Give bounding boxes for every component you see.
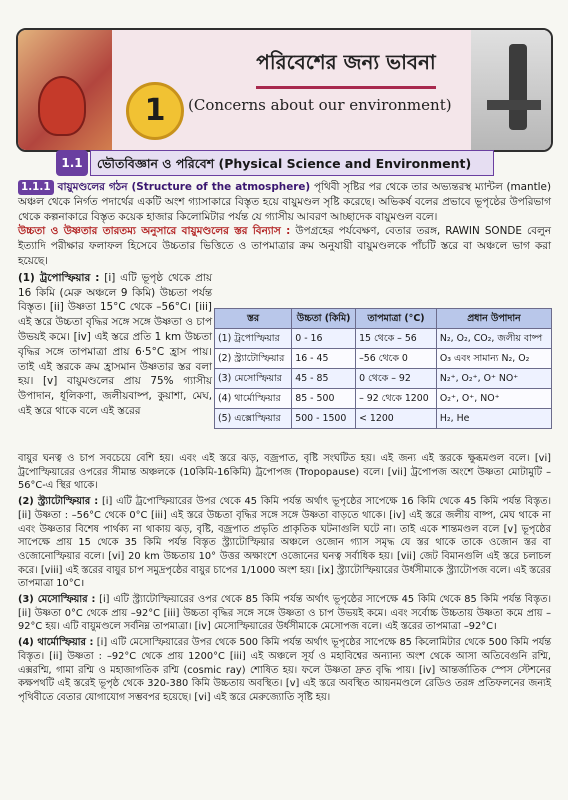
subsection-heading: [18, 181, 310, 193]
table-cell: 500 - 1500: [292, 409, 356, 429]
section-title: ভৌতবিজ্ঞান ও পরিবেশ (Physical Science and Environment): [90, 150, 494, 176]
table-row: [215, 409, 552, 429]
mesosphere-label: (3) মেসোস্ফিয়ার :: [18, 594, 96, 606]
layers-table: [214, 308, 552, 429]
chapter-banner: [16, 28, 553, 152]
table-cell: 85 - 500: [292, 389, 356, 409]
chapter-title: পরিবেশের জন্য ভাবনা: [256, 50, 436, 74]
stratosphere-text: [i] এটি ট্রপোস্ফিয়ারের উপর থেকে 45 কিমি পর্যন্ত অর্থাৎ ভূপৃষ্ঠের সাপেক্ষে 16 কিমি থেকে 45 কিমি পর্যন্ত বিস্তৃত। [ii] উষ্ণতা : –56°C থেকে 0°C [iii] এই স্তরে উচ্চতা বৃদ্ধির সঙ্গে সঙ্গে উষ্ণতা বাড়তে থাকে। [iv] এই স্তরে জলীয় বাষ্প, মেঘ থাকে না এবং উষ্ণতার বিশেষ পার্থক্য না থাকায় ঝড়, বৃষ্টি, বজ্রপাত প্রভৃতি প্রাকৃতিক ঘটনাগুলি ঘটে না। তাই একে শান্তমণ্ডল বলে [v] ভূপৃষ্ঠের সাপেক্ষে প্রায় 15 থেকে 35 কিমি পর্যন্ত বিস্তৃত স্ট্র্যাটোস্ফিয়ার অঞ্চলে ওজোন গ্যাস সমৃদ্ধ যে স্তর থাকে তাকে ওজোন স্তর বা ওজোনোস্ফিয়ার বলে। [vi] 20 km উচ্চতায় 10° উত্তর অক্ষাংশে ওজোনের ঘনত্ব সর্বাধিক হয়। [vii] জেট বিমানগুলি এই স্তরে চলাচল করে। [viii] এই স্তরের বায়ুর চাপ সমুদ্রপৃষ্ঠের বায়ুর চাপের 1/1000 অংশ হয়। [ix] স্ট্র্যাটোস্ফিয়ারের উর্ধসীমাকে স্ট্র্যাটোপজ বলে। এই স্তরের তাপমাত্রা 10°C।: [18, 496, 551, 590]
table-cell: 45 - 85: [292, 369, 356, 389]
table-cell: – 92 থেকে 1200: [356, 389, 437, 409]
subsection-number: 1.1.1: [18, 180, 54, 195]
stratosphere-label: (2) স্ট্র্যাটোস্ফিয়ার :: [18, 496, 99, 508]
troposphere-continuation: বায়ুর ঘনত্ব ও চাপ সবচেয়ে বেশি হয়। এবং এই স্তরে ঝড়, বজ্রপাত, বৃষ্টি সংঘটিত হয়। এই জন্য এই স্তরকে ক্ষুব্ধমণ্ডল বলে। [vi] ট্রপোস্ফিয়ারের ওপরের সীমান্ত অঞ্চলকে (10কিমি-16কিমি) ট্রপোপজ (Tropopause) বলে। [vii] ট্রপোপজ অংশে উষ্ণতা মোটামুটি –56°C-এ স্থির থাকে।: [18, 453, 551, 492]
table-header: তাপমাত্রা (°C): [356, 309, 437, 329]
troposphere-label: (1) ট্রপোস্ফিয়ার :: [18, 271, 100, 284]
page-body-lower: [18, 452, 551, 705]
table-cell: (4) থার্মোস্ফিয়ার: [215, 389, 292, 409]
table-cell: (5) এক্সোস্ফিয়ার: [215, 409, 292, 429]
microscope-illustration: [471, 30, 551, 150]
subsection-title: বায়ুমণ্ডলের গঠন (Structure of the atmosphere): [57, 181, 311, 193]
subsection-paragraph: [18, 180, 551, 224]
troposphere-text-a: [i] এটি ভূপৃষ্ঠ থেকে প্রায় 16 কিমি (মেরু অঞ্চলে 9 কিমি) উচ্চতা পর্যন্ত বিস্তৃত। [ii] উষ্ণতা 15°C থেকে –56°C। [iii] এই স্তরে উচ্চতা বৃদ্ধির সঙ্গে সঙ্গে উষ্ণতা ও চাপ উভয়ই কমে। [iv] এই স্তরে প্রতি 1 km উচ্চতা বৃদ্ধির সঙ্গে তাপমাত্রা প্রায় 6·5°C হ্রাস পায়। তাই এই স্তরকে ক্রম হ্রাসমান উষ্ণতার স্তর বলা হয়। [v] বায়ুমণ্ডলের প্রায় 75% গ্যাসীয় উপাদান, ধূলিকণা, জলীয়বাষ্প, কুয়াশা, মেঘ, এই স্তরে থাকে বলে এই স্তরের: [18, 271, 212, 417]
table-cell: (3) মেসোস্ফিয়ার: [215, 369, 292, 389]
flask-icon: [38, 76, 86, 136]
section-number: 1.1: [56, 150, 88, 176]
thermosphere-label: (4) থার্মোস্ফিয়ার :: [18, 637, 94, 649]
table-cell: 16 - 45: [292, 349, 356, 369]
table-cell: < 1200: [356, 409, 437, 429]
table-cell: N₂, O₂, CO₂, জলীয় বাষ্প: [436, 329, 551, 349]
table-cell: –56 থেকে 0: [356, 349, 437, 369]
subsection-intro: পৃথিবী সৃষ্টির পর থেকে তার অভ্যন্তরস্থ ম্যান্টল (mantle) অঞ্চল থেকে নির্গত পদার্থের একটি অংশ গ্যাসাকারে বিস্তৃত হয়ে বায়ুমণ্ডল সৃষ্টি করেছে। অভিকর্ষ বলের প্রভাবে ভূপৃষ্ঠের উপরিভাগ থেকে কল্পনাকারে বিস্তৃত কয়েক হাজার কিলোমিটার পর্যন্ত যে গ্যাসীয় আবরণ আচ্ছাদেক বায়ুমণ্ডল বলে।: [18, 181, 551, 223]
table-cell: (1) ট্রপোস্ফিয়ার: [215, 329, 292, 349]
table-header-row: [215, 309, 552, 329]
table-row: [215, 369, 552, 389]
layers-heading: উচ্চতা ও উষ্ণতার তারতম্য অনুসারে বায়ুমণ্ডলের স্তর বিন্যাস :: [18, 225, 291, 238]
section-heading: [56, 150, 496, 176]
chapter-number: 1: [126, 82, 184, 140]
table-cell: (2) স্ট্র্যাটোস্ফিয়ার: [215, 349, 292, 369]
laboratory-illustration: [18, 30, 112, 150]
table-cell: O₂⁺, O⁺, NO⁺: [436, 389, 551, 409]
layers-paragraph: [18, 224, 551, 268]
table-header: উচ্চতা (কিমি): [292, 309, 356, 329]
table-cell: 0 - 16: [292, 329, 356, 349]
table-row: [215, 329, 552, 349]
mesosphere-paragraph: [18, 593, 551, 634]
stratosphere-paragraph: [18, 495, 551, 591]
chapter-subtitle: (Concerns about our environment): [188, 96, 452, 114]
table-cell: 15 থেকে – 56: [356, 329, 437, 349]
microscope-stage-icon: [487, 100, 541, 110]
table-cell: H₂, He: [436, 409, 551, 429]
table-header: প্রধান উপাদান: [436, 309, 551, 329]
thermosphere-text: [i] এটি মেসোস্ফিয়ারের উপর থেকে 500 কিমি পর্যন্ত অর্থাৎ ভূপৃষ্ঠের সাপেক্ষে 85 কিলোমিটার থেকে 500 কিমি পর্যন্ত বিস্তৃত। [ii] উষ্ণতা : –92°C থেকে প্রায় 1200°C [iii] এই অঞ্চলে সূর্য ও মহাবিশ্বের অন্যান্য অংশ থেকে আসা অতিবেগুনি রশ্মি, এক্সরশ্মি, গামা রশ্মি ও মহাজাগতিক রশ্মি (cosmic ray) শোষিত হয়। ফলে উষ্ণতা দ্রুত বৃদ্ধি পায়। [iv] আন্তর্জাতিক স্পেস স্টেশনের কক্ষপথটি এই স্তরেই ভূপৃষ্ঠ থেকে 320-380 কিমি উচ্চতায় অবস্থিত। [v] এই স্তরে অবস্থিত আয়নমণ্ডলে রেডিও তরঙ্গ প্রতিফলনের জন্যই পৃথিবীতে বেতার যোগাযোগ সম্ভবপর হয়েছে। [vi] এই স্তরে মেরুজ্যোতি সৃষ্টি হয়।: [18, 637, 551, 703]
chapter-title-box: [256, 42, 436, 89]
table-cell: N₂⁺, O₂⁺, O⁺ NO⁺: [436, 369, 551, 389]
thermosphere-paragraph: [18, 636, 551, 705]
table-header: স্তর: [215, 309, 292, 329]
layers-intro: উপগ্রহের পর্যবেক্ষণ, বেতার তরঙ্গ, RAWIN SONDE বেলুন ইত্যাদি পরীক্ষার ফলাফল হিসেবে উচ্চতার ভিত্তিতে ও তাপমাত্রার ক্রম অনুযায়ী বায়ুমণ্ডলকে পাঁচটি স্তরে বা অঞ্চলে ভাগ করা হয়েছে।: [18, 225, 551, 267]
table-row: [215, 389, 552, 409]
table-cell: 0 থেকে – 92: [356, 369, 437, 389]
microscope-arm-icon: [509, 44, 527, 130]
table-cell: O₃ এবং সামান্য N₂, O₂: [436, 349, 551, 369]
table-row: [215, 349, 552, 369]
mesosphere-text: [i] এটি স্ট্র্যাটোস্ফিয়ারের ওপর থেকে 85 কিমি পর্যন্ত অর্থাৎ ভূপৃষ্ঠের সাপেক্ষে 45 কিমি থেকে 85 কিমি পর্যন্ত বিস্তৃত। [ii] উষ্ণতা 0°C থেকে প্রায় –92°C [iii] উচ্চতা বৃদ্ধির সঙ্গে সঙ্গে উষ্ণতা ও চাপ উভয়ই কমে। এবং সর্বোচ্চ উচ্চতায় উষ্ণতা কমে প্রায় –92°C হয়। এটি বায়ুমণ্ডলে সর্বনিম্ন তাপমাত্রা। [iv] মেসোস্ফিয়ারের উর্ধসীমাকে মেসোপজ বলে। এই স্তরের তাপমাত্রা –92°C।: [18, 594, 551, 633]
troposphere-block: [18, 271, 212, 419]
